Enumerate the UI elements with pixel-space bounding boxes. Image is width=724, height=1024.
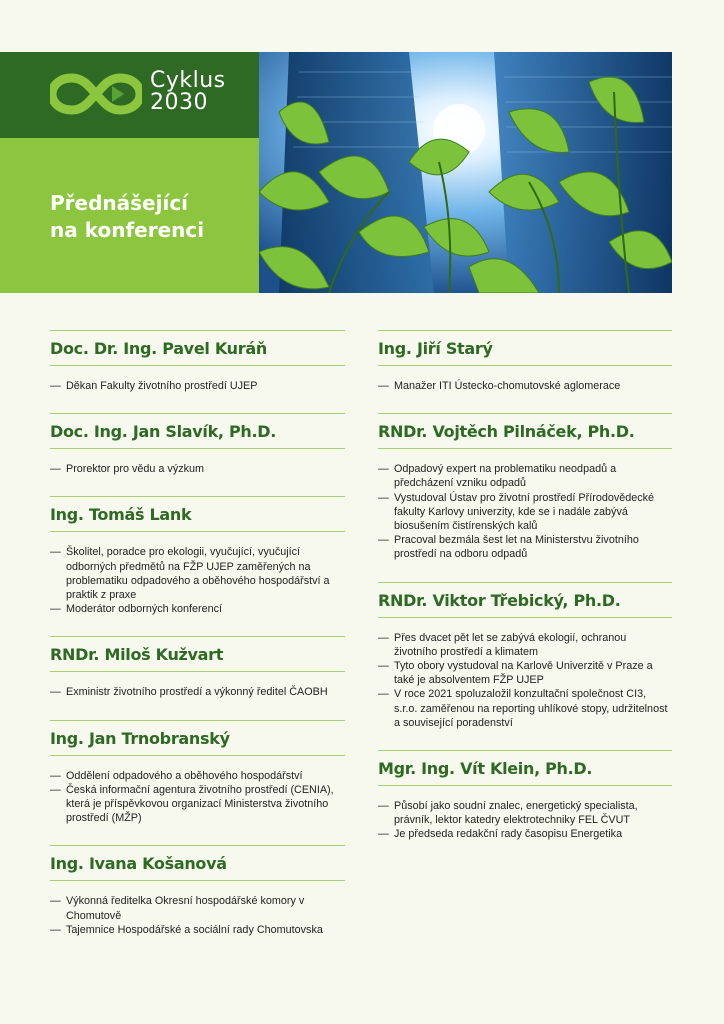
speaker-description-item: — Tyto obory vystudoval na Karlově Univerzitě v Praze a také je absolventem FŽP UJEP <box>378 659 672 687</box>
speaker-description-list <box>50 532 345 616</box>
speaker-block <box>50 413 345 476</box>
speaker-name: Doc. Ing. Jan Slavík, Ph.D. <box>50 414 345 449</box>
header-photo-leaves-skyscrapers <box>259 52 672 293</box>
speaker-name: Ing. Jiří Starý <box>378 331 672 366</box>
speaker-description-list <box>378 366 672 393</box>
title-line2: na konferenci <box>50 218 205 242</box>
speaker-description-item: — Exministr životního prostředí a výkonný ředitel ČAOBH <box>50 685 345 699</box>
speaker-description-list <box>50 449 345 476</box>
speaker-name: RNDr. Viktor Třebický, Ph.D. <box>378 583 672 618</box>
speaker-description-item: — Je předseda redakční rady časopisu Energetika <box>378 827 672 841</box>
speaker-description-list <box>50 672 345 699</box>
speaker-description-item: — Školitel, poradce pro ekologii, vyučující, vyučující odborných předmětů na FŽP UJEP zaměřených na problematiku odpadového a oběhového hospodářství a praktik z praxe <box>50 545 345 602</box>
speaker-name: RNDr. Vojtěch Pilnáček, Ph.D. <box>378 414 672 449</box>
title-area <box>0 138 259 293</box>
speaker-description-item: — Tajemnice Hospodářské a sociální rady Chomutovska <box>50 923 345 937</box>
speaker-name: Ing. Ivana Košanová <box>50 846 345 881</box>
speaker-block <box>378 582 672 730</box>
speaker-description-list <box>378 618 672 730</box>
speaker-name: Ing. Tomáš Lank <box>50 497 345 532</box>
logo-wordmark <box>150 70 226 114</box>
speaker-name: Doc. Dr. Ing. Pavel Kuráň <box>50 331 345 366</box>
logo-line1: Cyklus <box>150 68 226 93</box>
speaker-description-item: — Děkan Fakulty životního prostředí UJEP <box>50 379 345 393</box>
infinity-logo-icon <box>50 72 142 116</box>
logo-area <box>0 52 259 138</box>
speakers-right-column <box>378 330 672 842</box>
speaker-description-item: — Pracoval bezmála šest let na Ministerstvu životního prostředí na odboru odpadů <box>378 533 672 561</box>
speaker-description-item: — Oddělení odpadového a oběhového hospodářství <box>50 769 345 783</box>
speaker-block <box>50 636 345 699</box>
speaker-description-list <box>378 786 672 842</box>
logo-line2: 2030 <box>150 90 208 115</box>
speaker-description-item: — Česká informační agentura životního prostředí (CENIA), která je příspěvkovou organizací Ministerstva životního prostředí (MŽP) <box>50 783 345 826</box>
speaker-block <box>378 750 672 842</box>
speaker-description-list <box>378 449 672 561</box>
speaker-name: Ing. Jan Trnobranský <box>50 721 345 756</box>
speaker-block <box>50 496 345 616</box>
page-title <box>50 190 204 244</box>
speaker-block <box>50 845 345 937</box>
speakers-left-column <box>50 330 345 937</box>
speaker-description-item: — Přes dvacet pět let se zabývá ekologií, ochranou životního prostředí a klimatem <box>378 631 672 659</box>
speaker-name: RNDr. Miloš Kužvart <box>50 637 345 672</box>
speaker-block <box>378 330 672 393</box>
speaker-block <box>378 413 672 561</box>
speaker-name: Mgr. Ing. Vít Klein, Ph.D. <box>378 751 672 786</box>
header-banner <box>0 52 672 293</box>
speaker-description-item: — Manažer ITI Ústecko-chomutovské aglomerace <box>378 379 672 393</box>
speaker-description-item: — V roce 2021 spoluzaložil konzultační společnost CI3, s.r.o. zaměřenou na reporting uhlíkové stopy, udržitelnost a související poradenství <box>378 687 672 730</box>
speaker-description-item: — Působí jako soudní znalec, energetický specialista, právník, lektor katedry elektrotechniky FEL ČVUT <box>378 799 672 827</box>
speaker-block <box>50 720 345 826</box>
speaker-description-item: — Prorektor pro vědu a výzkum <box>50 462 345 476</box>
title-line1: Přednášející <box>50 191 189 215</box>
speaker-description-item: — Výkonná ředitelka Okresní hospodářské komory v Chomutově <box>50 894 345 922</box>
speaker-block <box>50 330 345 393</box>
speaker-description-item: — Vystudoval Ústav pro životní prostředí Přírodovědecké fakulty Karlovy univerzity, kde se i nadále zabývá biosušením čistírenských kalů <box>378 491 672 534</box>
speaker-description-list <box>50 366 345 393</box>
speaker-description-list <box>50 881 345 937</box>
speaker-description-item: — Moderátor odborných konferencí <box>50 602 345 616</box>
speaker-description-item: — Odpadový expert na problematiku neodpadů a předcházení vzniku odpadů <box>378 462 672 490</box>
speaker-description-list <box>50 756 345 826</box>
